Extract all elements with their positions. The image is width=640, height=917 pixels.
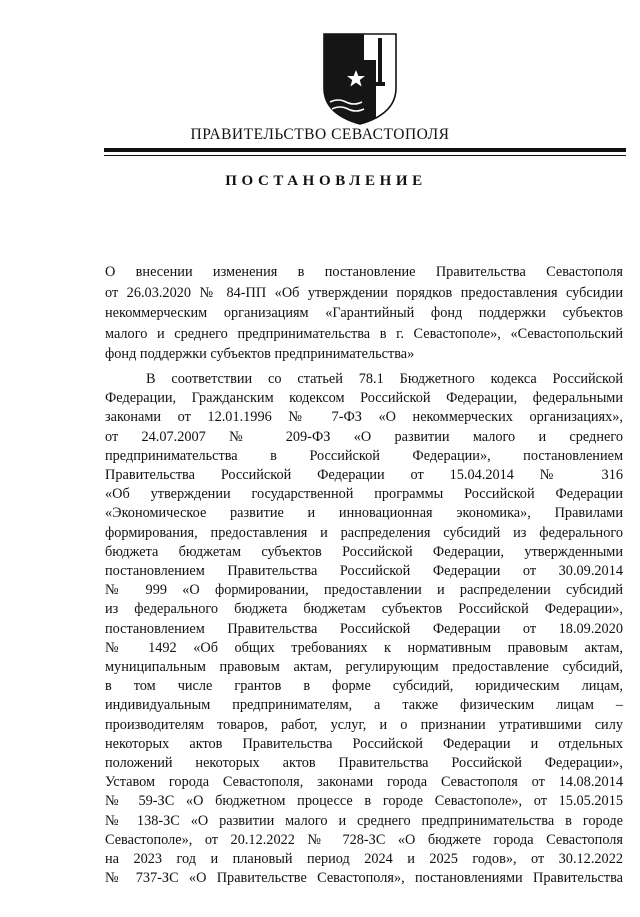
body-line: № 138-ЗС «О развитии малого и среднего предпринимательства в городе xyxy=(105,812,623,829)
preamble-paragraph xyxy=(105,370,623,888)
subject-line: некоммерческим организациям «Гарантийный фонд поддержки субъектов xyxy=(105,305,623,322)
body-line: бюджета бюджетам субъектов Российской Федерации, утвержденными xyxy=(105,543,623,560)
body-line: положений некоторых актов Правительства Российской Федерации», xyxy=(105,755,623,772)
document-type-heading: ПОСТАНОВЛЕНИЕ xyxy=(225,173,427,189)
body-line: муниципальным правовым актам, регулирующим предоставление субсидий, xyxy=(105,659,623,676)
body-line: постановлением Правительства Российской Федерации от 30.09.2014 xyxy=(105,563,623,580)
government-title: ПРАВИТЕЛЬСТВО СЕВАСТОПОЛЯ xyxy=(190,126,450,143)
body-line: от 24.07.2007 № 209-ФЗ «О развитии малого и среднего xyxy=(105,428,623,445)
body-line: «Об утверждении государственной программы Российской Федерации xyxy=(105,486,623,503)
coat-of-arms-icon xyxy=(318,30,402,126)
body-line: законами от 12.01.1996 № 7-ФЗ «О некоммерческих организациях», xyxy=(105,409,623,426)
body-line: № 737-ЗС «О Правительстве Севастополя», постановлениями Правительства xyxy=(105,870,623,887)
body-line: предпринимательства в Российской Федерации», постановлением xyxy=(105,447,623,464)
body-line: Правительства Российской Федерации от 15.04.2014 № 316 xyxy=(105,467,623,484)
body-line: на 2023 год и плановый период 2024 и 2025 годов», от 30.12.2022 xyxy=(105,851,623,868)
body-line: № 1492 «Об общих требованиях к нормативным правовым актам, xyxy=(105,639,623,656)
document-subject xyxy=(105,262,623,365)
body-line: в том числе грантов в форме субсидий, юридическим лицам, xyxy=(105,678,623,695)
body-line: постановлением Правительства Российской Федерации от 18.09.2020 xyxy=(105,620,623,637)
body-line: Федерации, Гражданским кодексом Российской Федерации, федеральными xyxy=(105,390,623,407)
subject-line: малого и среднего предпринимательства в г. Севастополе», «Севастопольский xyxy=(105,325,623,342)
subject-line: О внесении изменения в постановление Правительства Севастополя xyxy=(105,264,623,280)
body-line: № 999 «О формировании, предоставлении и распределении субсидий xyxy=(105,582,623,599)
header-rule-thin xyxy=(104,155,626,156)
subject-line: фонд поддержки субъектов предпринимательства» xyxy=(105,346,415,363)
body-line: производителям товаров, работ, услуг, и о признании утратившими силу xyxy=(105,716,623,733)
header-rule-thick xyxy=(104,148,626,152)
body-line: Севастополе», от 20.12.2022 № 728-ЗС «О бюджете города Севастополя xyxy=(105,831,623,848)
body-line: индивидуальным предпринимателям, а также физическим лицам – xyxy=(105,697,623,714)
body-line: из федерального бюджета бюджетам субъектов Российской Федерации», xyxy=(105,601,623,618)
subject-line: от 26.03.2020 № 84-ПП «Об утверждении порядков предоставления субсидии xyxy=(105,284,623,301)
body-line: «Экономическое развитие и инновационная экономика», Правилами xyxy=(105,505,623,522)
body-line: некоторых актов Правительства Российской Федерации и отдельных xyxy=(105,735,623,752)
body-line: формирования, предоставления и распределения субсидий из федерального xyxy=(105,524,623,541)
body-line: В соответствии со статьей 78.1 Бюджетного кодекса Российской xyxy=(146,371,623,387)
body-line: Уставом города Севастополя, законами города Севастополя от 14.08.2014 xyxy=(105,774,623,791)
body-line: № 59-ЗС «О бюджетном процессе в городе Севастополе», от 15.05.2015 xyxy=(105,793,623,810)
